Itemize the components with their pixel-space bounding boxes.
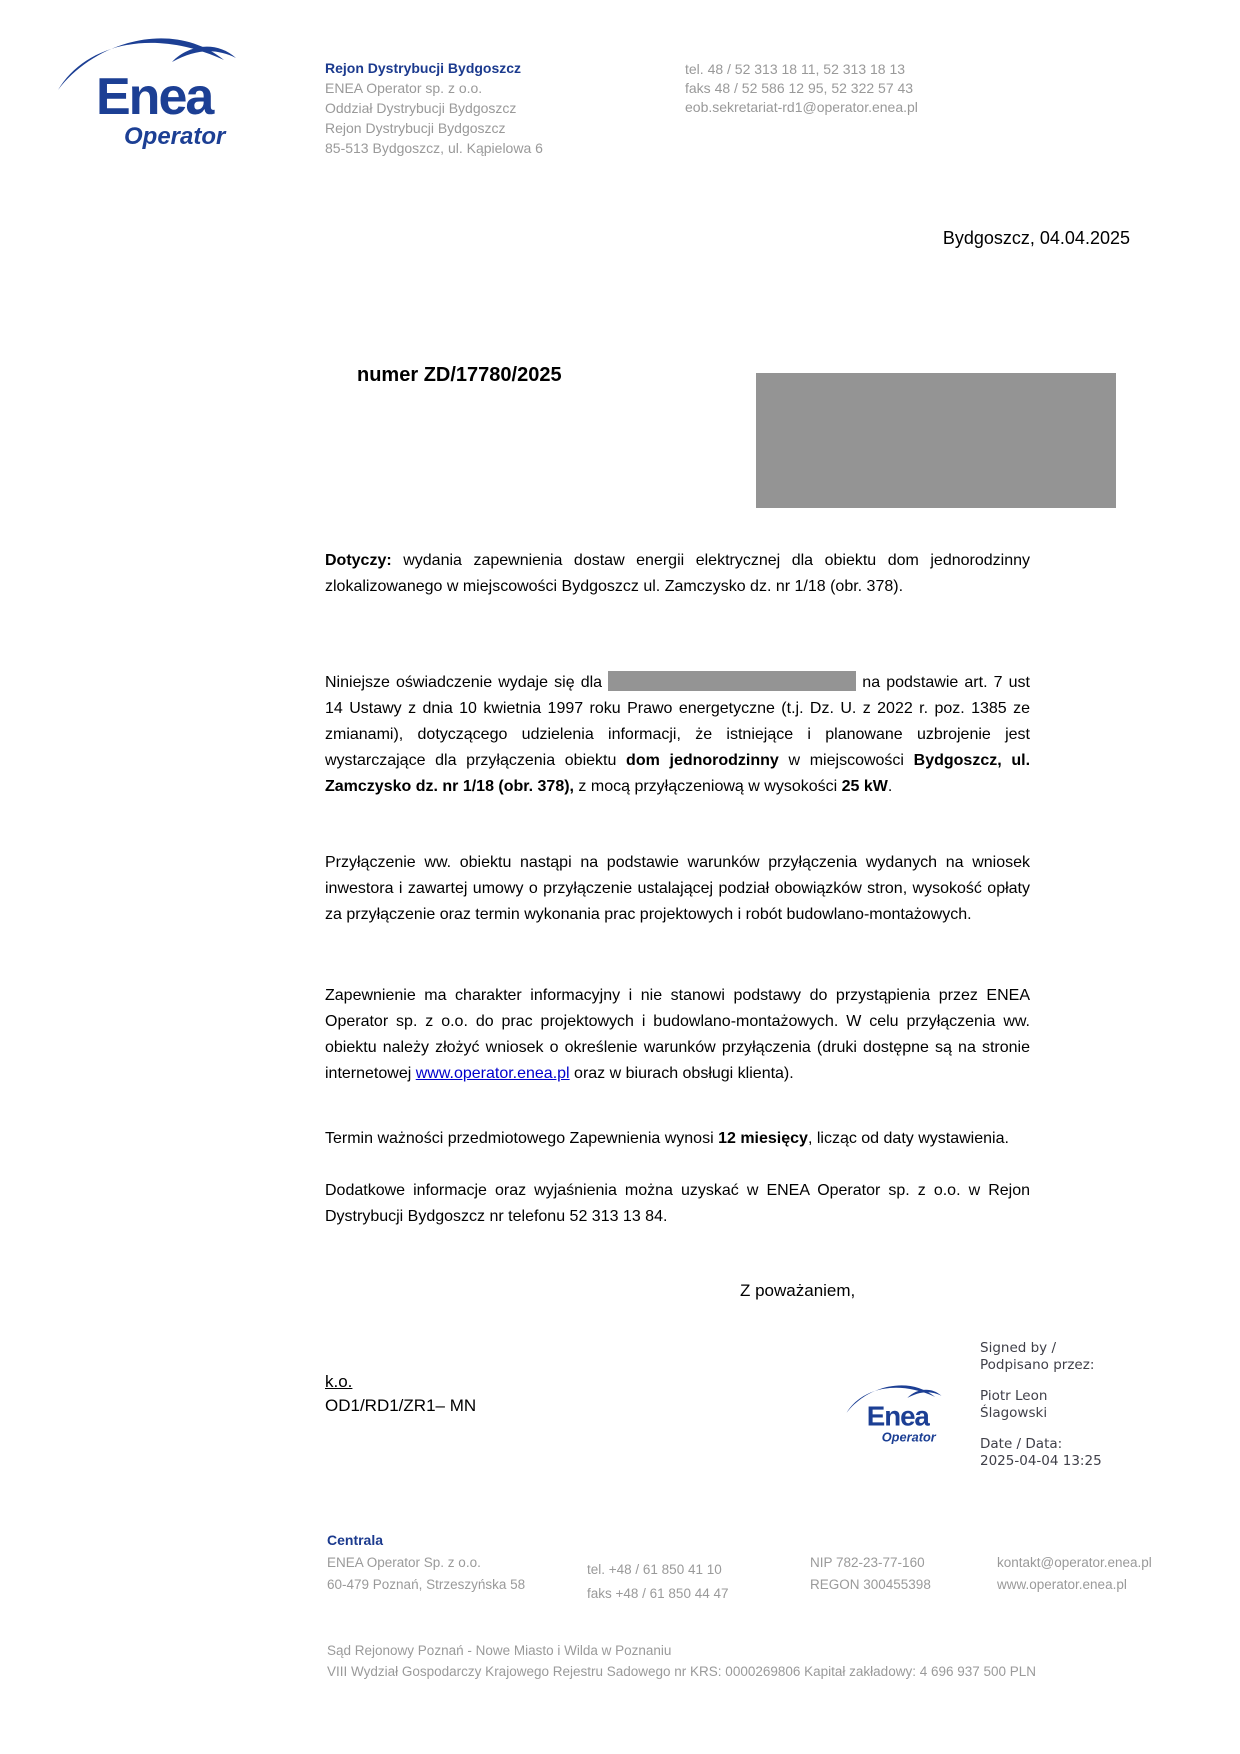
footer-phone-line: faks +48 / 61 850 44 47	[587, 1586, 729, 1601]
signature-enea-logo	[843, 1383, 953, 1447]
signer-name-line: Piotr Leon	[980, 1388, 1048, 1404]
p4-text: , licząc od daty wystawienia.	[807, 1130, 1009, 1147]
logo-swoosh-small-icon	[172, 47, 236, 62]
subject-label: Dotyczy:	[325, 552, 392, 569]
place-and-date: Bydgoszcz, 04.04.2025	[942, 228, 1130, 248]
connection-paragraph: Przyłączenie ww. obiektu nastąpi na podstawie warunków przyłączenia wydanych na wniosek inwestora i zawartej umowy o przyłączenie ustalającej podział obowiązków stron, wysokość opłaty za przyłączenie oraz termin wykonania prac projektowych i robót budowlano-montażowych.	[325, 854, 1030, 923]
validity-paragraph	[325, 1126, 1030, 1152]
footer-title: Centrala	[327, 1532, 384, 1548]
disclaimer-paragraph	[325, 983, 1030, 1087]
signed-by-line: Signed by /	[980, 1340, 1057, 1356]
p1-text: .	[887, 778, 893, 795]
p1-bold-power: 25 kW	[841, 778, 888, 795]
office-line: ENEA Operator sp. z o.o.	[325, 80, 483, 96]
footer-court-line: VIII Wydział Gospodarczy Krajowego Rejestru Sadowego nr KRS: 0000269806 Kapitał zakładowy: 4 696 937 500 PLN	[327, 1664, 1037, 1679]
redaction-box	[756, 373, 1116, 508]
footer-court-block	[327, 1640, 1036, 1682]
valediction: Z poważaniem,	[740, 1281, 856, 1300]
signature-date-value: 2025-04-04 13:25	[980, 1453, 1102, 1469]
reference-number-line	[357, 364, 562, 387]
ko-note: k.o.	[325, 1372, 353, 1391]
signature-logo-brand-text: Enea	[866, 1400, 929, 1432]
signature-signed-by	[980, 1340, 1102, 1374]
footer-company-block	[327, 1552, 525, 1596]
sender-contact-block	[685, 60, 918, 117]
reference-number: ZD/17780/2025	[423, 364, 562, 386]
footer-regon: REGON 300455398	[810, 1577, 931, 1592]
signature-date-label: Date / Data:	[980, 1436, 1063, 1452]
signature-name	[980, 1388, 1102, 1422]
signature-logo-sub-text: Operator	[881, 1429, 936, 1445]
footer-web-block	[997, 1552, 1152, 1596]
signature-logo-swoosh-small-icon	[907, 1390, 941, 1398]
footer-phone-line: tel. +48 / 61 850 41 10	[587, 1562, 722, 1577]
footer-website: www.operator.enea.pl	[997, 1577, 1127, 1592]
footer-company-line: ENEA Operator Sp. z o.o.	[327, 1555, 481, 1570]
p3-text: oraz w biurach obsługi klienta).	[569, 1065, 794, 1082]
p3-text: Zapewnienie ma charakter informacyjny i nie stanowi podstawy do przystąpienia przez ENEA Operator sp. z o.o. do prac projektowych i budowlano-montażowych. W celu przyłączenia ww. obiektu należy złożyć wniosek o określenie warunków przyłączenia (druki dostępne są na stronie internetowej	[325, 987, 1030, 1082]
digital-signature-block	[980, 1340, 1102, 1484]
additional-info-paragraph: Dodatkowe informacje oraz wyjaśnienia można uzyskać w ENEA Operator sp. z o.o. w Rejon Dystrybucji Bydgoszcz nr telefonu 52 313 13 84.	[325, 1182, 1030, 1225]
p1-text: Niniejsze oświadczenie wydaje się dla	[325, 674, 609, 691]
p1-text: w miejscowości	[778, 752, 914, 769]
enea-operator-logo	[52, 34, 257, 154]
signed-by-line: Podpisano przez:	[980, 1357, 1095, 1373]
internal-ref-code: OD1/RD1/ZR1– MN	[325, 1396, 477, 1415]
logo-brand-text: Enea	[96, 68, 213, 126]
footer-registry-block	[810, 1552, 931, 1596]
logo-sub-text: Operator	[124, 123, 226, 150]
p1-bold-object: dom jednorodzinny	[626, 752, 779, 769]
operator-website-link[interactable]: www.operator.enea.pl	[415, 1065, 570, 1082]
footer-nip: NIP 782-23-77-160	[810, 1555, 925, 1570]
contact-tel: tel. 48 / 52 313 18 11, 52 313 18 13	[685, 61, 906, 77]
reference-label: numer	[357, 364, 419, 386]
p1-text: na podstawie art. 7 ust 14 Ustawy z dnia 10 kwietnia 1997 roku Prawo energetyczne (t.j. Dz. U. z 2022 r. poz. 1385 ze zmianami), dotyczącego udzielenia informacji, że istniejące i planowane uzbrojenie jest wystarczające dla przyłączenia obiektu	[325, 674, 1030, 769]
p4-text: Termin ważności przedmiotowego Zapewnienia wynosi	[325, 1130, 719, 1147]
contact-email: eob.sekretariat-rd1@operator.enea.pl	[685, 99, 918, 115]
office-title: Rejon Dystrybucji Bydgoszcz	[325, 60, 522, 76]
footer-company-line: 60-479 Poznań, Strzeszyńska 58	[327, 1577, 526, 1592]
statement-paragraph	[325, 670, 1030, 800]
redaction-strip	[608, 671, 856, 691]
subject-text: wydania zapewnienia dostaw energii elektrycznej dla obiektu dom jednorodzinny zlokalizowanego w miejscowości Bydgoszcz ul. Zamczysko dz. nr 1/18 (obr. 378).	[325, 552, 1030, 595]
p1-bold-address: Bydgoszcz, ul. Zamczysko dz. nr 1/18 (obr. 378),	[325, 752, 1031, 795]
office-line: Rejon Dystrybucji Bydgoszcz	[325, 120, 506, 136]
contact-fax: faks 48 / 52 586 12 95, 52 322 57 43	[685, 80, 914, 96]
footer-court-line: Sąd Rejonowy Poznań - Nowe Miasto i Wilda w Poznaniu	[327, 1643, 672, 1658]
footer-email: kontakt@operator.enea.pl	[997, 1555, 1152, 1570]
footer-phones-block	[587, 1558, 729, 1606]
office-line: 85-513 Bydgoszcz, ul. Kąpielowa 6	[325, 140, 543, 156]
subject-paragraph	[325, 548, 1030, 600]
signer-name-line: Ślagowski	[980, 1405, 1048, 1421]
p1-text: z mocą przyłączeniową w wysokości	[573, 778, 842, 795]
sender-office-block	[325, 58, 543, 158]
p4-bold-validity: 12 miesięcy	[718, 1130, 808, 1147]
office-line: Oddział Dystrybucji Bydgoszcz	[325, 100, 517, 116]
signature-date	[980, 1436, 1102, 1470]
